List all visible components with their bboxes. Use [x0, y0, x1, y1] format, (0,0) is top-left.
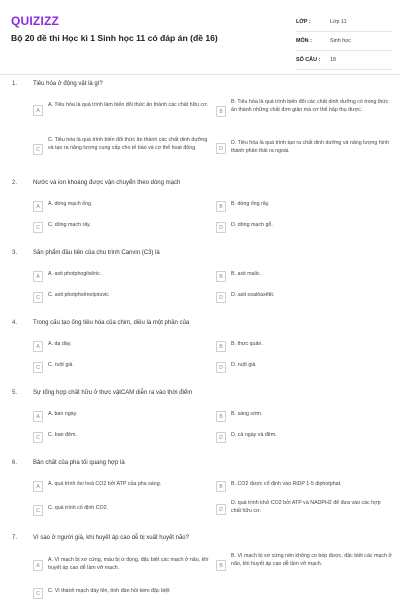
option-c[interactable]: [33, 432, 209, 443]
option-b[interactable]: [216, 341, 392, 352]
question-number: 6.: [12, 460, 18, 466]
option-d[interactable]: [216, 292, 392, 303]
option-text: D. Tiêu hóa là quá trình tạo ra chất dinh dưỡng và năng lượng hình thành phân thải ra ngoài.: [231, 140, 390, 154]
option-c[interactable]: [33, 362, 209, 373]
option-letter: B: [216, 411, 226, 422]
header-divider: [0, 74, 400, 75]
option-b[interactable]: [216, 201, 392, 212]
option-a[interactable]: [33, 271, 209, 282]
question-text: Nước và ion khoáng được vận chuyển theo dòng mạch: [33, 180, 181, 186]
option-text: D. cả ngày và đêm.: [231, 432, 277, 438]
option-letter: A: [33, 481, 43, 492]
quizizz-logo: QUIZIZZ: [11, 14, 60, 28]
option-text: B. axit malic.: [231, 271, 262, 277]
option-text: C. Vì thành mạch dày lên, tính đàn hồi kém đặc biệt: [48, 588, 170, 594]
option-a[interactable]: [33, 201, 209, 212]
option-letter: A: [33, 411, 43, 422]
option-text: B. sáng sớm.: [231, 411, 263, 417]
question-number: 1.: [12, 81, 18, 87]
option-c[interactable]: [33, 505, 209, 516]
option-text: C. Tiêu hóa là quá trình biến đổi thức ăn thành các chất dinh dưỡng và tạo ra năng lượng cung cấp cho tế bào và cơ thể hoạt động.: [48, 137, 208, 151]
meta-row-count: [296, 51, 392, 70]
option-d[interactable]: [216, 432, 392, 443]
option-text: B. CO2 được cố định vào RiDP 1-5 diphotphat.: [231, 481, 342, 487]
question-number: 3.: [12, 250, 18, 256]
option-d[interactable]: [216, 500, 392, 515]
option-text: B. dòng ống rây.: [231, 201, 270, 207]
option-letter: B: [216, 341, 226, 352]
option-text: C. axit photphoênolpiruvic: [48, 292, 109, 298]
option-b[interactable]: [216, 99, 392, 117]
option-a[interactable]: [33, 102, 209, 116]
option-a[interactable]: [33, 481, 209, 492]
option-letter: B: [216, 481, 226, 492]
question-text: Tiêu hóa ở động vật là gì?: [33, 81, 103, 87]
question-number: 2.: [12, 180, 18, 186]
option-text: A. dòng mạch ống.: [48, 201, 93, 207]
meta-value: Lớp 11: [330, 19, 347, 25]
option-letter: D: [216, 432, 226, 443]
option-text: C. ruột già: [48, 362, 73, 368]
meta-row-class: [296, 13, 392, 32]
page-title: Bộ 20 đề thi Học kì 1 Sinh học 11 có đáp án (đề 16): [11, 33, 218, 43]
option-c[interactable]: [33, 137, 209, 155]
meta-label: SỐ CÂU :: [296, 57, 321, 63]
meta-label: MÔN :: [296, 38, 312, 44]
option-letter: D: [216, 292, 226, 303]
option-a[interactable]: [33, 341, 209, 352]
option-text: A. Vì mạch bị xơ cứng, máu bị ừ đọng, đặc biệt các mạch ở não, khi huyết áp cao dễ làm vỡ mạch.: [48, 557, 209, 571]
option-letter: C: [33, 588, 43, 599]
option-text: D. ruột già: [231, 362, 256, 368]
option-text: A. Tiêu hóa là quá trình làm biến đổi thức ăn thành các chất hữu cơ.: [48, 102, 209, 108]
question-text: Vì sao ở người già, khi huyết áp cao dễ bị xuất huyết não?: [33, 535, 189, 541]
option-letter: B: [216, 271, 226, 282]
option-a[interactable]: [33, 411, 209, 422]
option-letter: A: [33, 341, 43, 352]
option-letter: A: [33, 560, 43, 571]
option-letter: C: [33, 362, 43, 373]
option-b[interactable]: [216, 553, 392, 571]
option-text: C. dòng mạch rây.: [48, 222, 91, 228]
option-text: B. Tiêu hóa là quá trình biến đổi các chất dinh dưỡng có trong thức ăn thành những chất đơn giản mà cơ thể hấp thụ được.: [231, 99, 389, 113]
option-letter: A: [33, 271, 43, 282]
option-b[interactable]: [216, 271, 392, 282]
document-header: [0, 0, 400, 72]
option-text: D. axit oxalôaxêtit.: [231, 292, 275, 298]
option-d[interactable]: [216, 140, 392, 155]
meta-value: 18: [330, 57, 336, 63]
option-letter: A: [33, 201, 43, 212]
option-text: A. ban ngày.: [48, 411, 78, 417]
option-letter: B: [216, 560, 226, 571]
option-b[interactable]: [216, 481, 392, 492]
option-letter: C: [33, 222, 43, 233]
option-letter: D: [216, 222, 226, 233]
option-c[interactable]: [33, 588, 209, 599]
question-text: Bản chất của pha tối quang hợp là: [33, 460, 125, 466]
option-text: B. Vì mạch bị xơ cứng nên không co bóp được, đặc biệt các mạch ở não, khi huyết áp cao dễ làm vỡ mạch.: [231, 553, 392, 567]
option-c[interactable]: [33, 222, 209, 233]
option-c[interactable]: [33, 292, 209, 303]
question-text: Sự tổng hợp chất hữu ở thực vậtCAM diễn ra vào thời điểm: [33, 390, 193, 396]
question-number: 4.: [12, 320, 18, 326]
meta-label: LỚP :: [296, 19, 311, 25]
option-d[interactable]: [216, 362, 392, 373]
option-text: C. ban đêm.: [48, 432, 77, 438]
option-letter: B: [216, 201, 226, 212]
question-text: Sản phẩm đầu tiên của chu trình Canvin (C3) là: [33, 250, 160, 256]
option-letter: D: [216, 143, 226, 154]
option-text: A. quá trình ôxi hoá CO2 bởi ATP của pha sáng.: [48, 481, 162, 487]
meta-row-subject: [296, 32, 392, 51]
option-letter: C: [33, 144, 43, 155]
option-letter: B: [216, 106, 226, 117]
option-letter: C: [33, 292, 43, 303]
option-text: D. quá trình khử CO2 bởi ATP và NADPH2 để đưa vào các hợp chất hữu cơ.: [231, 500, 381, 514]
question-number: 5.: [12, 390, 18, 396]
option-letter: A: [33, 105, 43, 116]
option-text: D. dòng mạch gỗ.: [231, 222, 273, 228]
question-number: 7.: [12, 535, 18, 541]
option-d[interactable]: [216, 222, 392, 233]
meta-value: Sinh học: [330, 38, 351, 44]
option-b[interactable]: [216, 411, 392, 422]
option-letter: D: [216, 362, 226, 373]
document-meta: [296, 13, 392, 70]
option-text: A. dạ dày.: [48, 341, 72, 347]
option-letter: D: [216, 504, 226, 515]
option-a[interactable]: [33, 557, 209, 572]
option-text: C. quá trình cố định CO2.: [48, 505, 109, 511]
option-text: A. axit photphoglixêric.: [48, 271, 102, 277]
question-text: Trong cấu tạo ống tiêu hóa của chim, diều là một phần của: [33, 320, 190, 326]
option-letter: C: [33, 505, 43, 516]
option-text: B. thực quản.: [231, 341, 263, 347]
option-letter: C: [33, 432, 43, 443]
